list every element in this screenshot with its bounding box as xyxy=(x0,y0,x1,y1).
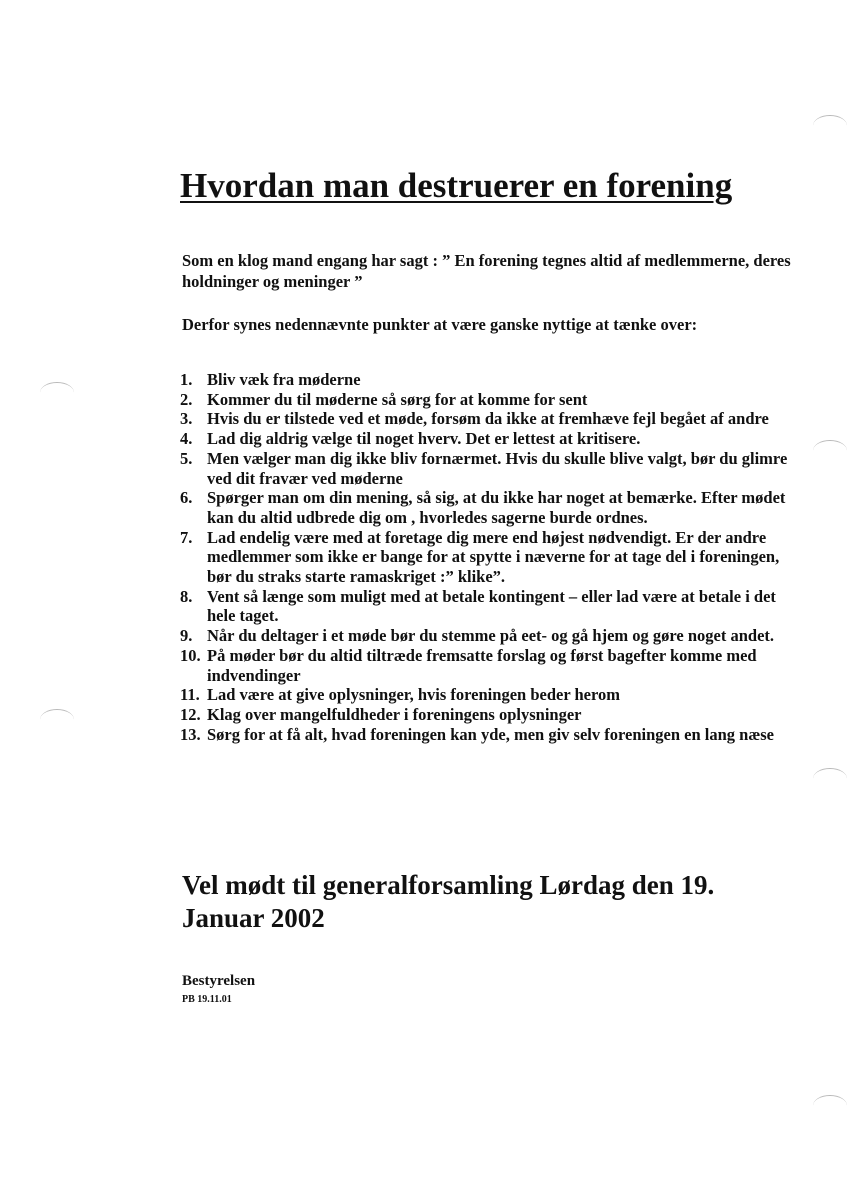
list-item xyxy=(180,488,790,527)
list-item-number: 9. xyxy=(180,626,193,646)
list-item-number: 4. xyxy=(180,429,193,449)
punch-hole-mark xyxy=(813,115,847,136)
list-item-number: 3. xyxy=(180,409,193,429)
list-item-number: 10. xyxy=(180,645,201,665)
list-item xyxy=(180,626,790,646)
list-item xyxy=(180,685,790,705)
intro-quote: Som en klog mand engang har sagt : ” En forening tegnes altid af medlemmerne, deres holdninger og meninger ” xyxy=(182,251,791,291)
list-item-text: Kommer du til møderne så sørg for at komme for sent xyxy=(207,389,588,409)
list-item-text: Hvis du er tilstede ved et møde, forsøm da ikke at fremhæve fejl begået af andre xyxy=(207,409,769,429)
punch-hole-mark xyxy=(813,1095,847,1116)
list-item xyxy=(180,646,790,685)
list-item-number: 12. xyxy=(180,704,201,724)
list-item xyxy=(180,409,790,429)
list-item xyxy=(180,429,790,449)
list-item-text: Lad endelig være med at foretage dig mere end højest nødvendigt. Er der andre medlemmer som ikke er bange for at spytte i næverne for at tage del i foreningen, bør du straks starte ramaskriget :” klike”. xyxy=(207,527,780,587)
list-item-number: 6. xyxy=(180,488,193,508)
list-item-number: 11. xyxy=(180,685,200,705)
list-item-text: Klag over mangelfuldheder i foreningens oplysninger xyxy=(207,704,582,724)
list-item-text: Lad være at give oplysninger, hvis foreningen beder herom xyxy=(207,685,620,705)
list-item xyxy=(180,705,790,725)
list-item xyxy=(180,390,790,410)
punch-hole-mark xyxy=(813,768,847,789)
signature: Bestyrelsen xyxy=(182,973,256,989)
list-item-text: Men vælger man dig ikke bliv fornærmet. Hvis du skulle blive valgt, bør du glimre ved dit fravær ved møderne xyxy=(207,448,788,488)
list-item-number: 5. xyxy=(180,448,193,468)
list-item-text: Sørg for at få alt, hvad foreningen kan yde, men giv selv foreningen en lang næse xyxy=(207,724,774,744)
list-item-text: Bliv væk fra møderne xyxy=(207,370,361,389)
punch-hole-mark xyxy=(40,382,74,403)
list-item-number: 2. xyxy=(180,389,193,409)
list-item xyxy=(180,449,790,488)
document-title: Hvordan man destruerer en forening xyxy=(180,166,733,205)
list-item-number: 8. xyxy=(180,586,193,606)
list-item-text: Når du deltager i et møde bør du stemme på eet- og gå hjem og gøre noget andet. xyxy=(207,626,775,646)
reference-code: PB 19.11.01 xyxy=(182,994,232,1005)
closing-invitation: Vel mødt til generalforsamling Lørdag den 19. Januar 2002 xyxy=(182,870,715,933)
punch-hole-mark xyxy=(813,440,847,461)
punch-hole-mark xyxy=(40,709,74,730)
list-item-number: 13. xyxy=(180,724,201,744)
list-item-text: Vent så længe som muligt med at betale kontingent – eller lad være at betale i det hele taget. xyxy=(207,586,776,626)
points-list xyxy=(180,370,790,744)
list-item xyxy=(180,528,790,587)
list-item-number: 7. xyxy=(180,527,193,547)
list-item-text: Lad dig aldrig vælge til noget hverv. Det er lettest at kritisere. xyxy=(207,429,641,449)
list-item xyxy=(180,725,790,745)
lead-sentence: Derfor synes nedennævnte punkter at være ganske nyttige at tænke over: xyxy=(182,315,698,334)
list-item-number: 1. xyxy=(180,370,193,389)
list-item xyxy=(180,587,790,626)
list-item-text: Spørger man om din mening, så sig, at du ikke har noget at bemærke. Efter mødet kan du altid udbrede dig om , hvorledes sagerne burde ordnes. xyxy=(207,488,786,527)
list-item-text: På møder bør du altid tiltræde fremsatte forslag og først bagefter komme med indvendinger xyxy=(207,645,757,685)
list-item xyxy=(180,370,790,390)
